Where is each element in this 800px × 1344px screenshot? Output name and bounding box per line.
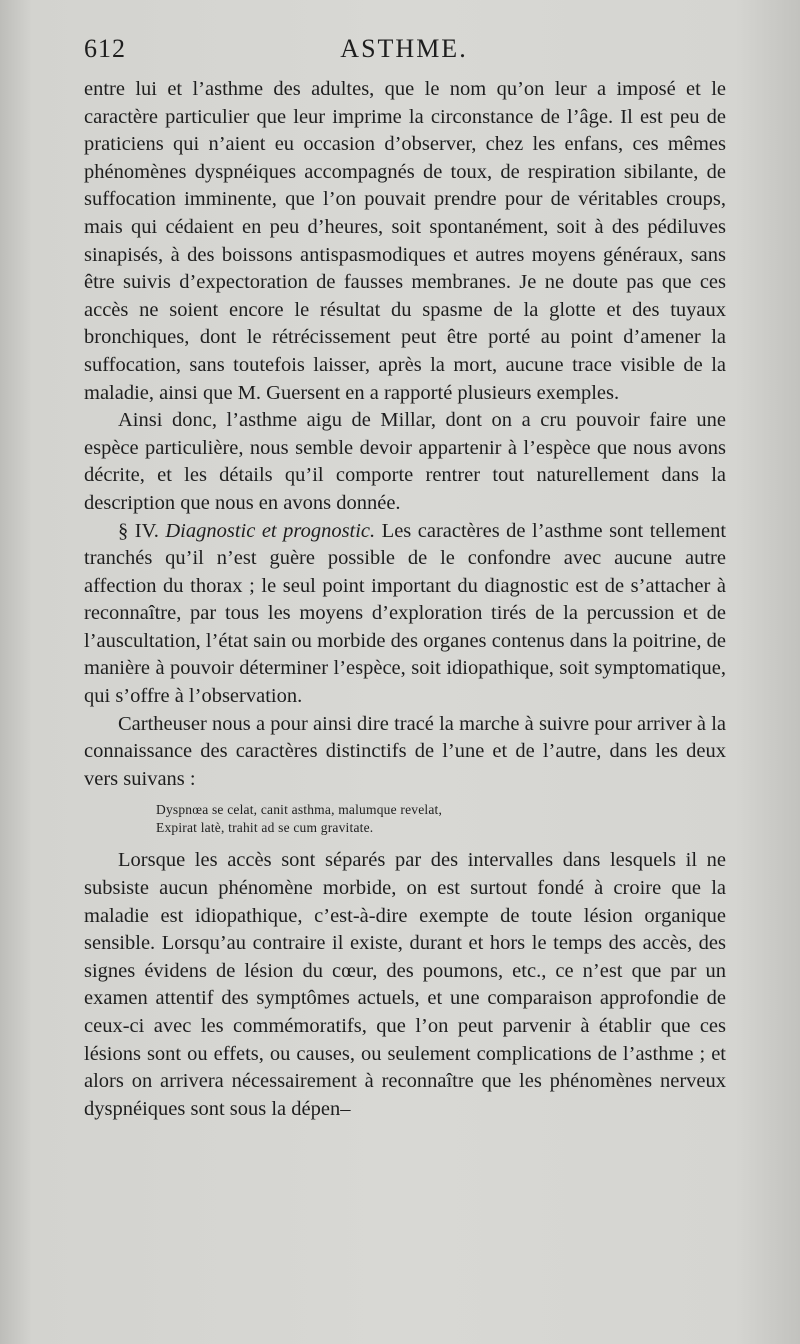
main-text: [84, 76, 726, 1123]
paragraph-3: [84, 518, 726, 711]
paragraph-1: entre lui et l’asthme des adultes, que le nom qu’on leur a imposé et le caractère particulier que leur imprime la circonstance de l’âge. Il est peu de praticiens qui n’aient eu occasion d’observer, chez les enfans, ces mêmes phénomènes dyspnéiques accompagnés de toux, de respiration sibilante, de suffocation imminente, que l’on pouvait prendre pour de véritables croups, mais qui cédaient en peu d’heures, soit spontanément, soit à des pédiluves sinapisés, à des boissons antispasmodiques et autres moyens généraux, sans être suivis d’expectoration de fausses membranes. Je ne doute pas que ces accès ne soient encore le résultat du spasme de la glotte et des tuyaux bronchiques, dont le rétrécissement peut être porté au point d’amener la suffocation, sans toutefois laisser, après la mort, aucune trace visible de la maladie, ainsi que M. Guersent en a rapporté plusieurs exemples.: [84, 78, 726, 404]
paragraph-4: Cartheuser nous a pour ainsi dire tracé la marche à suivre pour arriver à la connaissance des caractères distinctifs de l’une et de l’autre, dans les deux vers suivans :: [84, 712, 726, 790]
page-header: [84, 34, 724, 74]
verse-line-1: Dyspnœa se celat, canit asthma, malumque revelat,: [156, 802, 443, 818]
section-number: § IV.: [118, 519, 159, 542]
paragraph-5: Lorsque les accès sont séparés par des intervalles dans lesquels il ne subsiste aucun phénomène morbide, on est surtout fondé à croire que la maladie est idiopathique, c’est-à-dire exempte de toute lésion organique sensible. Lorsqu’au contraire il existe, durant et hors le temps des accès, des signes évidens de lésion du cœur, des poumons, etc., ce n’est que par un examen attentif des symptômes actuels, et une comparaison approfondie de ceux-ci avec les commémoratifs, que l’on peut parvenir à établir que ces lésions sont ou effets, ou causes, ou seulement complications de l’asthme ; et alors on arrivera nécessairement à reconnaître que les phénomènes nerveux dyspnéiques sont sous la dépen–: [84, 849, 726, 1120]
page-number: 612: [84, 34, 126, 63]
section-title: Diagnostic et prognostic.: [165, 519, 376, 542]
verse-line-2: Expirat latè, trahit ad se cum gravitate.: [156, 820, 374, 836]
paragraph-2: Ainsi donc, l’asthme aigu de Millar, dont on a cru pouvoir faire une espèce particulière, nous semble devoir appartenir à l’espèce que nous avons décrite, et les détails qu’il comporte rentrer tout naturellement dans la description que nous en avons donnée.: [84, 409, 726, 514]
section-text: Les caractères de l’asthme sont tellement tranchés qu’il n’est guère possible de le confondre avec aucune autre affection du thorax ; le seul point important du diagnostic est de s’attacher à reconnaître, par tous les moyens d’exploration tirés de la percussion et de l’auscultation, l’état sain ou morbide des organes contenus dans la poitrine, de manière à pouvoir déterminer l’espèce, soit idiopathique, soit symptomatique, qui s’offre à l’observation.: [84, 519, 727, 708]
running-title: ASTHME.: [340, 34, 468, 63]
latin-verse: [156, 801, 726, 837]
